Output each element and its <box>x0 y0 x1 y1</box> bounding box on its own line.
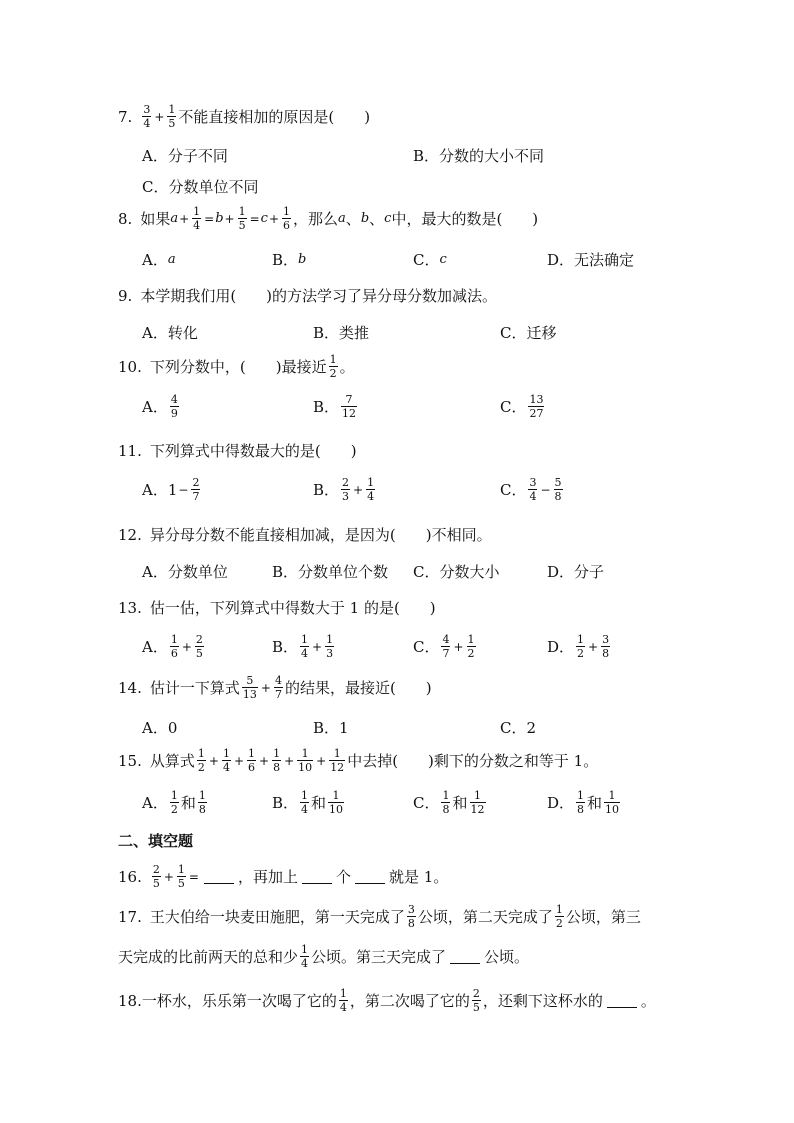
question-text: 的结果，最接近( ) <box>284 679 432 697</box>
denominator: 27 <box>529 407 544 420</box>
fraction <box>300 944 309 969</box>
operator: + <box>181 639 192 654</box>
question-text: 。 <box>640 992 656 1010</box>
question-number: 10. <box>118 357 142 376</box>
answer-blank[interactable] <box>355 869 385 884</box>
operator: + <box>588 639 599 654</box>
numerator: 3 <box>407 903 415 916</box>
denominator: 2 <box>577 647 585 660</box>
denominator: 4 <box>367 490 375 503</box>
operator: + <box>208 753 219 768</box>
fraction <box>247 748 256 773</box>
option-c[interactable]: C．2 <box>500 719 537 737</box>
option-label: B． <box>272 794 299 812</box>
equals-sign: = <box>188 869 199 884</box>
denominator: 7 <box>192 490 200 503</box>
option-d[interactable] <box>547 790 622 815</box>
fraction <box>576 790 585 815</box>
question-text: 如果 <box>140 210 171 228</box>
option-b[interactable] <box>313 394 359 419</box>
operator: + <box>163 869 174 884</box>
question-text: 个 <box>336 868 352 886</box>
option-c[interactable] <box>500 477 565 502</box>
question-text: ，还剩下这杯水的 <box>482 992 603 1010</box>
numerator: 1 <box>301 747 309 760</box>
question-text: 公顷。第三天完成了 <box>311 948 447 966</box>
denominator: 3 <box>326 647 334 660</box>
numerator: 1 <box>332 789 340 802</box>
question-17 <box>118 904 641 929</box>
fraction <box>300 634 309 659</box>
separator: 、 <box>345 210 361 228</box>
option-label: C． <box>413 638 440 656</box>
numerator: 4 <box>170 393 178 406</box>
fraction <box>441 790 450 815</box>
option-value: a <box>167 252 176 267</box>
conjunction: 和 <box>452 794 468 812</box>
numerator: 3 <box>529 476 537 489</box>
numerator: 3 <box>143 103 151 116</box>
option-a[interactable] <box>142 249 176 270</box>
operator: + <box>233 753 244 768</box>
option-c[interactable] <box>413 249 447 270</box>
denominator: 8 <box>273 761 281 774</box>
question-17-cont <box>118 944 529 969</box>
question-14 <box>118 675 432 700</box>
question-16 <box>118 864 448 889</box>
separator: 、 <box>369 210 385 228</box>
denominator: 6 <box>283 219 291 232</box>
numerator: 1 <box>222 747 230 760</box>
option-b[interactable] <box>272 249 306 270</box>
numerator: 13 <box>529 393 544 406</box>
denominator: 4 <box>301 647 309 660</box>
question-text: 天完成的比前两天的总和少 <box>118 948 299 966</box>
question-text: 中，最大的数是( ) <box>391 210 539 228</box>
equals-sign: = <box>249 211 260 226</box>
question-text: 一杯水，乐乐第一次喝了它的 <box>141 992 337 1010</box>
option-label: D． <box>547 638 575 656</box>
fraction <box>528 394 544 419</box>
denominator: 5 <box>168 117 176 130</box>
denominator: 2 <box>467 647 475 660</box>
denominator: 4 <box>339 1001 347 1014</box>
denominator: 4 <box>143 117 151 130</box>
fraction <box>272 748 281 773</box>
option-b[interactable] <box>272 634 336 659</box>
numerator: 1 <box>301 789 309 802</box>
operator: + <box>154 109 165 124</box>
question-text: 中去掉( )剩下的分数之和等于 1。 <box>347 752 599 770</box>
option-label: A． <box>142 481 168 499</box>
fraction <box>554 477 563 502</box>
question-text: 本学期我们用( )的方法学习了异分母分数加减法。 <box>140 287 498 305</box>
option-a[interactable] <box>142 394 181 419</box>
numerator: 1 <box>442 789 450 802</box>
option-label: D． <box>547 794 575 812</box>
option-label: B． <box>272 251 299 269</box>
whole-number: 1 <box>167 480 178 499</box>
question-9 <box>118 285 497 306</box>
fraction <box>601 634 610 659</box>
fraction <box>191 477 200 502</box>
numerator: 1 <box>168 103 176 116</box>
numerator: 1 <box>333 747 341 760</box>
fraction <box>470 790 486 815</box>
question-number: 16. <box>118 867 142 886</box>
conjunction: 和 <box>180 794 196 812</box>
fraction <box>329 354 338 379</box>
option-c[interactable]: C．分数单位不同 <box>142 178 259 196</box>
question-number: 13. <box>118 598 142 617</box>
operator: + <box>268 211 280 226</box>
operator: + <box>284 753 295 768</box>
denominator: 8 <box>442 803 450 816</box>
numerator: 1 <box>474 789 481 802</box>
numerator: 5 <box>246 674 254 687</box>
option-label: C． <box>413 794 440 812</box>
fraction <box>142 104 151 129</box>
fraction <box>297 748 313 773</box>
answer-blank[interactable] <box>450 949 480 964</box>
numerator: 1 <box>608 789 616 802</box>
option-label: C． <box>500 398 527 416</box>
question-8 <box>118 206 538 231</box>
fraction <box>339 988 348 1013</box>
question-number: 12. <box>118 525 142 544</box>
denominator: 5 <box>177 877 185 890</box>
option-d[interactable] <box>547 634 612 659</box>
option-c[interactable]: C．迁移 <box>500 324 557 342</box>
denominator: 8 <box>554 490 562 503</box>
denominator: 2 <box>555 917 563 930</box>
question-number: 9. <box>118 286 133 305</box>
fraction <box>341 477 350 502</box>
option-value: c <box>439 252 447 267</box>
option-d[interactable]: D．分子 <box>547 563 605 581</box>
denominator: 8 <box>407 917 415 930</box>
operator: + <box>453 639 464 654</box>
fraction <box>604 790 620 815</box>
variable-a: a <box>170 211 179 226</box>
option-label: B． <box>313 481 340 499</box>
denominator: 6 <box>248 761 255 774</box>
option-a[interactable] <box>142 790 209 815</box>
fraction <box>274 675 283 700</box>
option-value: b <box>298 252 307 267</box>
question-text: 。 <box>339 358 355 376</box>
question-7 <box>118 104 370 129</box>
fraction <box>198 790 207 815</box>
denominator: 10 <box>605 803 620 816</box>
numerator: 1 <box>367 476 375 489</box>
question-text: ，第二次喝了它的 <box>349 992 470 1010</box>
numerator: 2 <box>192 476 200 489</box>
question-text: 公顷。 <box>484 948 530 966</box>
variable-a: a <box>338 211 346 226</box>
option-b[interactable] <box>313 477 377 502</box>
option-b[interactable]: B．分数的大小不同 <box>413 147 545 165</box>
fraction <box>197 748 206 773</box>
numerator: 1 <box>238 205 246 218</box>
fraction <box>441 634 450 659</box>
denominator: 10 <box>298 761 313 774</box>
question-text: 估计一下算式 <box>149 679 240 697</box>
option-b[interactable]: B．1 <box>313 719 349 737</box>
numerator: 1 <box>273 747 281 760</box>
fraction <box>152 864 161 889</box>
denominator: 4 <box>222 761 230 774</box>
option-a[interactable]: A．分数单位 <box>142 563 228 581</box>
numerator: 1 <box>197 747 205 760</box>
numerator: 3 <box>602 633 610 646</box>
option-a[interactable]: A．0 <box>142 719 178 737</box>
conjunction: 和 <box>311 794 327 812</box>
denominator: 4 <box>301 957 309 970</box>
question-text: 下列算式中得数最大的是( ) <box>149 442 357 460</box>
question-text: 公顷，第二天完成了 <box>417 908 553 926</box>
operator: + <box>260 680 271 695</box>
variable-c: c <box>384 211 392 226</box>
numerator: 7 <box>345 393 353 406</box>
numerator: 5 <box>554 476 562 489</box>
numerator: 1 <box>248 747 255 760</box>
question-text: 从算式 <box>149 752 195 770</box>
numerator: 1 <box>329 353 337 366</box>
option-label: C． <box>500 481 527 499</box>
fraction <box>472 988 481 1013</box>
numerator: 1 <box>577 789 585 802</box>
numerator: 1 <box>326 633 334 646</box>
denominator: 4 <box>529 490 537 503</box>
question-text: ，那么 <box>293 210 339 228</box>
operator: + <box>353 482 364 497</box>
option-c[interactable] <box>413 790 488 815</box>
fraction <box>576 634 585 659</box>
denominator: 5 <box>152 877 160 890</box>
question-number: 18. <box>118 991 142 1010</box>
denominator: 3 <box>342 490 350 503</box>
question-number: 7. <box>118 107 133 126</box>
operator: − <box>178 482 189 497</box>
numerator: 1 <box>555 903 563 916</box>
numerator: 1 <box>170 633 178 646</box>
option-label: B． <box>313 398 340 416</box>
fraction <box>555 904 564 929</box>
operator: + <box>312 639 323 654</box>
fraction <box>238 206 247 231</box>
question-text: 下列分数中，( )最接近 <box>149 358 327 376</box>
denominator: 12 <box>330 761 345 774</box>
option-label: A． <box>142 638 168 656</box>
numerator: 1 <box>177 863 185 876</box>
numerator: 1 <box>339 987 347 1000</box>
option-label: A． <box>142 794 168 812</box>
answer-blank[interactable] <box>302 869 332 884</box>
denominator: 12 <box>470 803 485 816</box>
question-12 <box>118 524 492 545</box>
option-a[interactable] <box>142 477 202 502</box>
operator: + <box>179 211 190 226</box>
denominator: 8 <box>198 803 206 816</box>
denominator: 2 <box>197 761 205 774</box>
option-a[interactable]: A．转化 <box>142 324 198 342</box>
fraction <box>329 748 345 773</box>
fraction <box>366 477 375 502</box>
denominator: 10 <box>329 803 344 816</box>
option-label: B． <box>272 638 299 656</box>
question-text: 公顷，第三 <box>565 908 641 926</box>
fraction <box>407 904 416 929</box>
conjunction: 和 <box>587 794 603 812</box>
denominator: 7 <box>442 647 450 660</box>
option-a[interactable] <box>142 634 206 659</box>
option-d[interactable]: D．无法确定 <box>547 251 635 269</box>
denominator: 5 <box>195 647 203 660</box>
denominator: 4 <box>193 219 201 232</box>
question-13 <box>118 597 436 618</box>
fraction <box>170 790 179 815</box>
numerator: 2 <box>472 987 480 1000</box>
question-text: ，再加上 <box>237 868 298 886</box>
numerator: 4 <box>274 674 282 687</box>
option-c[interactable] <box>413 634 478 659</box>
numerator: 2 <box>152 863 160 876</box>
question-number: 14. <box>118 678 142 697</box>
numerator: 1 <box>193 205 201 218</box>
numerator: 4 <box>442 633 450 646</box>
question-number: 8. <box>118 209 133 228</box>
question-text: 王大伯给一块麦田施肥，第一天完成了 <box>149 908 405 926</box>
option-label: A． <box>142 398 168 416</box>
answer-blank[interactable] <box>204 869 234 884</box>
denominator: 2 <box>170 803 178 816</box>
operator: − <box>540 482 551 497</box>
numerator: 1 <box>198 789 206 802</box>
question-11 <box>118 440 357 461</box>
fraction <box>170 394 179 419</box>
numerator: 2 <box>195 633 203 646</box>
denominator: 5 <box>472 1001 480 1014</box>
question-number: 17. <box>118 907 142 926</box>
denominator: 2 <box>329 367 337 380</box>
fraction <box>192 206 201 231</box>
question-number: 11. <box>118 441 142 460</box>
question-18 <box>118 988 656 1013</box>
option-c[interactable] <box>500 394 546 419</box>
fraction <box>300 790 309 815</box>
numerator: 1 <box>170 789 178 802</box>
numerator: 1 <box>301 943 309 956</box>
operator: + <box>316 753 327 768</box>
option-b[interactable]: B．分数单位个数 <box>272 563 389 581</box>
option-label: C． <box>413 251 440 269</box>
option-label: A． <box>142 251 168 269</box>
question-number: 15. <box>118 751 142 770</box>
section-heading: 二、填空题 <box>118 832 194 850</box>
numerator: 1 <box>283 205 291 218</box>
fraction <box>222 748 231 773</box>
variable-b: b <box>215 211 224 226</box>
denominator: 12 <box>342 407 357 420</box>
numerator: 1 <box>577 633 585 646</box>
fraction <box>325 634 334 659</box>
denominator: 8 <box>602 647 610 660</box>
denominator: 4 <box>301 803 309 816</box>
fraction <box>177 864 186 889</box>
operator: + <box>224 211 235 226</box>
question-text: 异分母分数不能直接相加减，是因为( )不相同。 <box>149 526 492 544</box>
fraction <box>242 675 258 700</box>
fraction <box>282 206 291 231</box>
question-text: 不能直接相加的原因是( ) <box>178 108 371 126</box>
numerator: 1 <box>301 633 309 646</box>
fraction <box>167 104 176 129</box>
denominator: 8 <box>577 803 585 816</box>
question-text: 估一估，下列算式中得数大于 1 的是( ) <box>149 599 436 617</box>
equals-sign: = <box>204 211 215 226</box>
fraction <box>170 634 179 659</box>
fraction <box>341 394 357 419</box>
option-c[interactable]: C．分数大小 <box>413 563 500 581</box>
operator: + <box>259 753 270 768</box>
variable-b: b <box>360 211 370 226</box>
answer-blank[interactable] <box>607 993 637 1008</box>
denominator: 5 <box>238 219 246 232</box>
denominator: 9 <box>170 407 178 420</box>
question-10 <box>118 354 355 379</box>
fraction <box>467 634 476 659</box>
option-b[interactable] <box>272 790 346 815</box>
numerator: 2 <box>342 476 350 489</box>
question-15 <box>118 748 598 773</box>
denominator: 6 <box>170 647 178 660</box>
fraction <box>195 634 204 659</box>
fraction <box>328 790 344 815</box>
option-b[interactable]: B．类推 <box>313 324 370 342</box>
option-a[interactable]: A．分子不同 <box>142 147 228 165</box>
denominator: 7 <box>274 688 282 701</box>
fraction <box>528 477 537 502</box>
question-text: 就是 1。 <box>389 868 449 886</box>
variable-c: c <box>260 211 268 226</box>
numerator: 1 <box>467 633 475 646</box>
denominator: 13 <box>242 688 257 701</box>
